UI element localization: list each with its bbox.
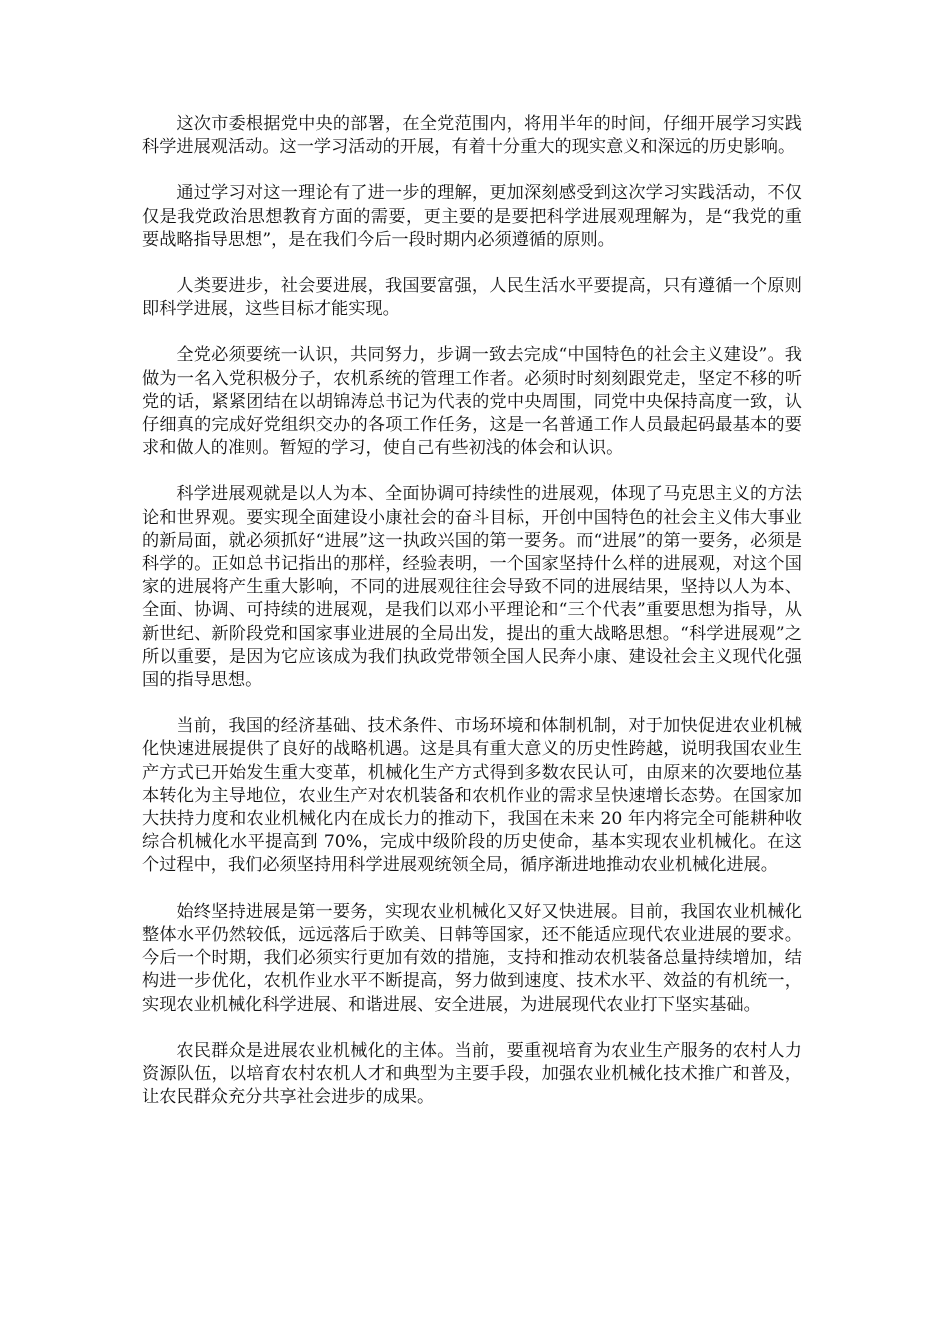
paragraph-2: 通过学习对这一理论有了进一步的理解，更加深刻感受到这次学习实践活动，不仅仅是我党政治思想教育方面的需要，更主要的是要把科学进展观理解为，是“我党的重要战略指导思想”，是在我们今后一段时期内必须遵循的原则。 (142, 183, 802, 250)
paragraph-7: 始终坚持进展是第一要务，实现农业机械化又好又快进展。目前，我国农业机械化整体水平仍然较低，远远落后于欧美、日韩等国家，还不能适应现代农业进展的要求。今后一个时期，我们必须实行更加有效的措施，支持和推动农机装备总量持续增加，结构进一步优化，农机作业水平不断提高，努力做到速度、技术水平、效益的有机统一，实现农业机械化科学进展、和谐进展、安全进展，为进展现代农业打下坚实基础。 (142, 901, 802, 1015)
paragraph-5: 科学进展观就是以人为本、全面协调可持续性的进展观，体现了马克思主义的方法论和世界观。要实现全面建设小康社会的奋斗目标，开创中国特色的社会主义伟大事业的新局面，就必须抓好“进展”这一执政兴国的第一要务。而“进展”的第一要务，必须是科学的。正如总书记指出的那样，经验表明，一个国家坚持什么样的进展观，对这个国家的进展将产生重大影响，不同的进展观往往会导致不同的进展结果，坚持以人为本、全面、协调、可持续的进展观，是我们以邓小平理论和“三个代表”重要思想为指导，从新世纪、新阶段党和国家事业进展的全局出发，提出的重大战略思想。“科学进展观”之所以重要，是因为它应该成为我们执政党带领全国人民奔小康、建设社会主义现代化强国的指导思想。 (142, 484, 802, 691)
paragraph-8: 农民群众是进展农业机械化的主体。当前，要重视培育为农业生产服务的农村人力资源队伍，以培育农村农机人才和典型为主要手段，加强农业机械化技术推广和普及，让农民群众充分共享社会进步的成果。 (142, 1040, 802, 1108)
paragraph-6: 当前，我国的经济基础、技术条件、市场环境和体制机制，对于加快促进农业机械化快速进展提供了良好的战略机遇。这是具有重大意义的历史性跨越，说明我国农业生产方式已开始发生重大变革，机械化生产方式得到多数农民认可，由原来的次要地位基本转化为主导地位，农业生产对农机装备和农机作业的需求呈快速增长态势。在国家加大扶持力度和农业机械化内在成长力的推动下，我国在未来 20 年内将完全可能耕种收综合机械化水平提高到 70%，完成中级阶段的历史使命，基本实现农业机械化。在这个过程中，我们必须坚持用科学进展观统领全局，循序渐进地推动农业机械化进展。 (142, 716, 802, 876)
paragraph-4: 全党必须要统一认识，共同努力，步调一致去完成“中国特色的社会主义建设”。我做为一名入党积极分子，农机系统的管理工作者。必须时时刻刻跟党走，坚定不移的听党的话，紧紧团结在以胡锦涛总书记为代表的党中央周围，同党中央保持高度一致，认仔细真的完成好党组织交办的各项工作任务，这是一名普通工作人员最起码最基本的要求和做人的准则。暂短的学习，使自己有些初浅的体会和认识。 (142, 345, 802, 459)
paragraph-1: 这次市委根据党中央的部署，在全党范围内，将用半年的时间，仔细开展学习实践科学进展观活动。这一学习活动的开展，有着十分重大的现实意义和深远的历史影响。 (142, 114, 802, 158)
paragraph-3: 人类要进步，社会要进展，我国要富强，人民生活水平要提高，只有遵循一个原则即科学进展，这些目标才能实现。 (142, 276, 802, 320)
document-body (142, 113, 802, 1132)
